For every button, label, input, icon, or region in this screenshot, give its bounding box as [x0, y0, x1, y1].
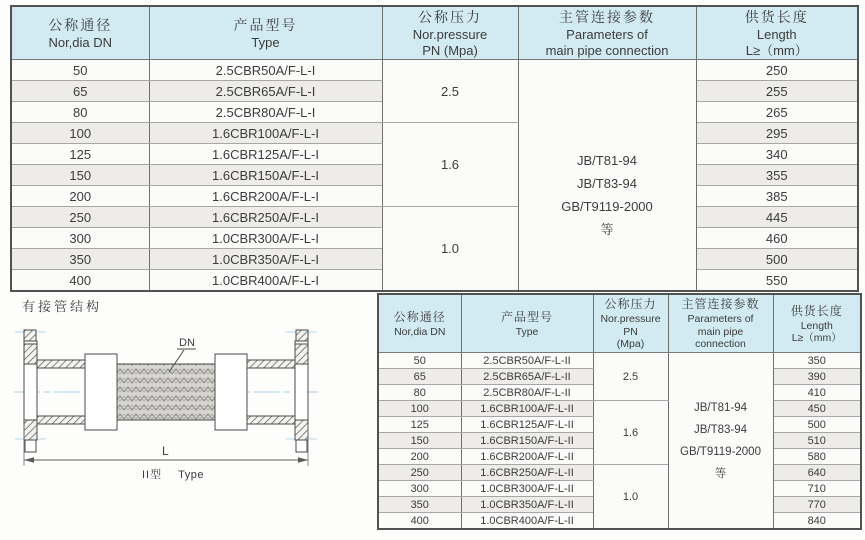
header-row	[11, 6, 858, 60]
dn-cell: 100	[11, 123, 149, 144]
length-cell: 445	[696, 207, 858, 228]
type-cell: 1.6CBR150A/F-L-II	[461, 433, 593, 449]
type-caption	[142, 466, 204, 482]
length-cell: 640	[773, 465, 861, 481]
table-row	[11, 207, 858, 228]
spec-table-type-2	[377, 293, 862, 530]
column-header-en: Parameters of	[687, 313, 754, 326]
right-flange	[295, 330, 308, 452]
connection-line: JB/T81-94	[693, 401, 748, 414]
left-flange	[24, 330, 37, 452]
column-header-en: main pipe connection	[545, 43, 669, 58]
type-cell: 2.5CBR50A/F-L-I	[149, 60, 382, 81]
connection-cell	[518, 60, 696, 292]
length-cell: 410	[773, 385, 861, 401]
type-cell: 1.6CBR150A/F-L-I	[149, 165, 382, 186]
length-cell: 460	[696, 228, 858, 249]
column-header-zh: 主管连接参数	[559, 9, 655, 25]
column-header	[668, 294, 773, 353]
length-cell: 340	[696, 144, 858, 165]
column-header-zh: 公称压力	[604, 297, 657, 312]
type-cell: 2.5CBR50A/F-L-II	[461, 353, 593, 369]
length-cell: 265	[696, 102, 858, 123]
drawing-caption: 有接管结构	[22, 299, 103, 314]
type-cell: 2.5CBR80A/F-L-II	[461, 385, 593, 401]
length-cell: 550	[696, 270, 858, 292]
pressure-cell: 1.6	[382, 123, 518, 207]
type-cell: 1.6CBR125A/F-L-II	[461, 417, 593, 433]
dn-cell: 300	[378, 481, 461, 497]
length-dim-label: L	[162, 444, 169, 458]
dn-cell: 100	[378, 401, 461, 417]
dn-cell: 400	[378, 513, 461, 530]
type-caption-en: Type	[178, 469, 204, 481]
column-header-zh: 供货长度	[744, 9, 809, 25]
pressure-cell: 1.0	[382, 207, 518, 292]
dn-cell: 250	[11, 207, 149, 228]
column-header-en: Nor,dia DN	[394, 325, 446, 338]
length-cell: 500	[773, 417, 861, 433]
dn-cell: 125	[11, 144, 149, 165]
type-caption-zh: II型	[142, 469, 163, 481]
table-row	[11, 123, 858, 144]
connection-line: JB/T83-94	[693, 423, 748, 436]
column-header	[11, 6, 149, 60]
column-header	[773, 294, 861, 353]
length-cell: 390	[773, 369, 861, 385]
type-cell: 1.6CBR100A/F-L-I	[149, 123, 382, 144]
length-cell: 350	[773, 353, 861, 369]
type-cell: 2.5CBR65A/F-L-II	[461, 369, 593, 385]
header-row	[378, 294, 861, 353]
dn-cell: 150	[11, 165, 149, 186]
column-header	[149, 6, 382, 60]
column-header-zh: 供货长度	[790, 303, 843, 318]
dn-cell: 65	[11, 81, 149, 102]
connection-line: GB/T9119-2000	[561, 199, 653, 214]
length-cell: 355	[696, 165, 858, 186]
pressure-cell: 1.0	[593, 465, 668, 530]
length-cell: 510	[773, 433, 861, 449]
length-cell: 710	[773, 481, 861, 497]
column-header-zh: 产品型号	[233, 17, 298, 33]
dn-cell: 150	[378, 433, 461, 449]
column-header-en: main pipe	[697, 325, 744, 338]
column-header-en: Nor.pressure	[600, 313, 661, 326]
dn-cell: 350	[11, 249, 149, 270]
dn-cell: 80	[11, 102, 149, 123]
column-header-en: PN (Mpa)	[422, 43, 478, 58]
type-cell: 2.5CBR80A/F-L-I	[149, 102, 382, 123]
dn-cell: 50	[378, 353, 461, 369]
column-header	[382, 6, 518, 60]
column-header-en: Type	[251, 35, 280, 50]
column-header-zh: 公称通径	[393, 309, 446, 324]
length-cell: 255	[696, 81, 858, 102]
column-header-zh: 公称通径	[48, 17, 113, 33]
column-header-en: Parameters of	[566, 27, 648, 42]
length-cell: 840	[773, 513, 861, 530]
braided-hose	[117, 364, 215, 420]
connection-line: GB/T9119-2000	[680, 445, 761, 458]
connection-line: JB/T83-94	[577, 176, 637, 191]
pressure-cell: 1.6	[593, 401, 668, 465]
dn-cell: 200	[378, 449, 461, 465]
dn-cell: 400	[11, 270, 149, 292]
column-header	[696, 6, 858, 60]
column-header	[378, 294, 461, 353]
column-header-en: connection	[695, 338, 746, 351]
type-cell: 1.6CBR125A/F-L-I	[149, 144, 382, 165]
dn-cell: 65	[378, 369, 461, 385]
length-cell: 385	[696, 186, 858, 207]
length-cell: 580	[773, 449, 861, 465]
length-dimension	[24, 426, 308, 466]
type-cell: 1.0CBR400A/F-L-II	[461, 513, 593, 530]
column-header-en: PN	[623, 325, 638, 338]
length-cell: 500	[696, 249, 858, 270]
column-header	[518, 6, 696, 60]
column-header-en: Length	[800, 319, 833, 332]
dn-cell: 50	[11, 60, 149, 81]
column-header-zh: 产品型号	[500, 309, 553, 324]
dn-cell: 350	[378, 497, 461, 513]
column-header-zh: 主管连接参数	[681, 297, 760, 312]
dn-cell: 80	[378, 385, 461, 401]
type-cell: 1.6CBR250A/F-L-II	[461, 465, 593, 481]
table-row	[378, 465, 861, 481]
column-header-en: (Mpa)	[616, 338, 645, 351]
length-cell: 450	[773, 401, 861, 417]
type-cell: 2.5CBR65A/F-L-I	[149, 81, 382, 102]
column-header	[461, 294, 593, 353]
pressure-cell: 2.5	[593, 353, 668, 401]
connection-cell	[668, 353, 773, 530]
connection-line: JB/T81-94	[577, 153, 637, 168]
dn-label: DN	[179, 337, 195, 349]
table-row	[378, 401, 861, 417]
type-cell: 1.6CBR200A/F-L-II	[461, 449, 593, 465]
connection-line: 等	[714, 467, 727, 480]
table-row	[378, 353, 861, 369]
length-cell: 250	[696, 60, 858, 81]
column-header-en: Nor,dia DN	[48, 35, 113, 50]
column-header	[593, 294, 668, 353]
type-cell: 1.0CBR300A/F-L-II	[461, 481, 593, 497]
table-row	[11, 60, 858, 81]
type-cell: 1.0CBR400A/F-L-I	[149, 270, 382, 292]
spec-table-type-1	[10, 5, 859, 292]
dn-cell: 300	[11, 228, 149, 249]
type-cell: 1.0CBR300A/F-L-I	[149, 228, 382, 249]
dn-cell: 250	[378, 465, 461, 481]
column-header-en: Type	[515, 325, 539, 338]
type-cell: 1.6CBR100A/F-L-II	[461, 401, 593, 417]
type-cell: 1.0CBR350A/F-L-II	[461, 497, 593, 513]
dn-cell: 200	[11, 186, 149, 207]
column-header-zh: 公称压力	[418, 9, 482, 25]
connection-line: 等	[600, 222, 614, 237]
length-cell: 295	[696, 123, 858, 144]
type-cell: 1.6CBR200A/F-L-I	[149, 186, 382, 207]
pressure-cell: 2.5	[382, 60, 518, 123]
type-cell: 1.6CBR250A/F-L-I	[149, 207, 382, 228]
column-header-en: Length	[756, 27, 797, 42]
column-header-en: L≥（mm）	[791, 332, 842, 344]
length-cell: 770	[773, 497, 861, 513]
dn-cell: 125	[378, 417, 461, 433]
type-cell: 1.0CBR350A/F-L-I	[149, 249, 382, 270]
column-header-en: L≥（mm）	[745, 43, 808, 58]
column-header-en: Nor.pressure	[412, 27, 488, 42]
